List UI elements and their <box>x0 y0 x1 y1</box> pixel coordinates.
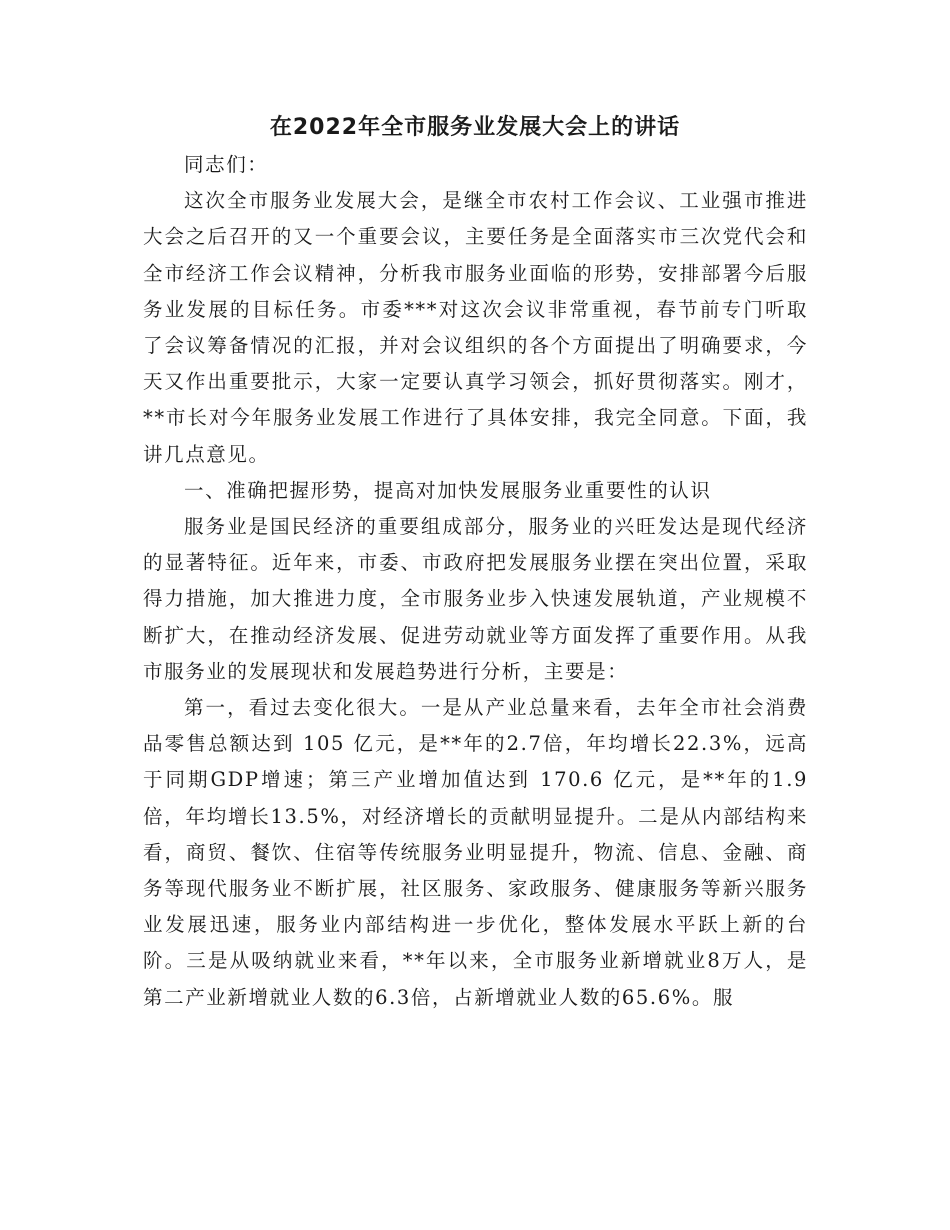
salutation: 同志们： <box>184 153 269 176</box>
paragraph: 这次全市服务业发展大会，是继全市农村工作会议、工业强市推进大会之后召开的又一个重要会议，主要任务是全面落实市三次党代会和全市经济工作会议精神，分析我市服务业面临的形势，安排部署今后服务业发展的目标任务。市委***对这次会议非常重视，春节前专门听取了会议筹备情况的汇报，并对会议组织的各个方面提出了明确要求，今天又作出重要批示，大家一定要认真学习领会，抓好贯彻落实。刚才，**市长对今年服务业发展工作进行了具体安排，我完全同意。下面，我讲几点意见。 <box>143 189 808 466</box>
paragraph: 服务业是国民经济的重要组成部分，服务业的兴旺发达是现代经济的显著特征。近年来，市委、市政府把发展服务业摆在突出位置，采取得力措施，加大推进力度，全市服务业步入快速发展轨道，产业规模不断扩大，在推动经济发展、促进劳动就业等方面发挥了重要作用。从我市服务业的发展现状和发展趋势进行分析，主要是： <box>143 515 808 683</box>
document-title: 在2022年全市服务业发展大会上的讲话 <box>269 115 681 140</box>
paragraph: 第一，看过去变化很大。一是从产业总量来看，去年全市社会消费品零售总额达到 105 亿元，是**年的2.7倍，年均增长22.3%，远高于同期GDP增速；第三产业增加值达到 170.6 亿元，是**年的1.9倍，年均增长13.5%，对经济增长的贡献明显提升。二是从内部结构来看，商贸、餐饮、住宿等传统服务业明显提升，物流、信息、金融、商务等现代服务业不断扩展，社区服务、家政服务、健康服务等新兴服务业发展迅速，服务业内部结构进一步优化，整体发展水平跃上新的台阶。三是从吸纳就业来看，**年以来，全市服务业新增就业8万人，是第二产业新增就业人数的6.3倍，占新增就业人数的65.6%。服 <box>143 696 808 1009</box>
section-heading: 一、准确把握形势，提高对加快发展服务业重要性的认识 <box>184 478 712 502</box>
document-body <box>143 147 808 1016</box>
